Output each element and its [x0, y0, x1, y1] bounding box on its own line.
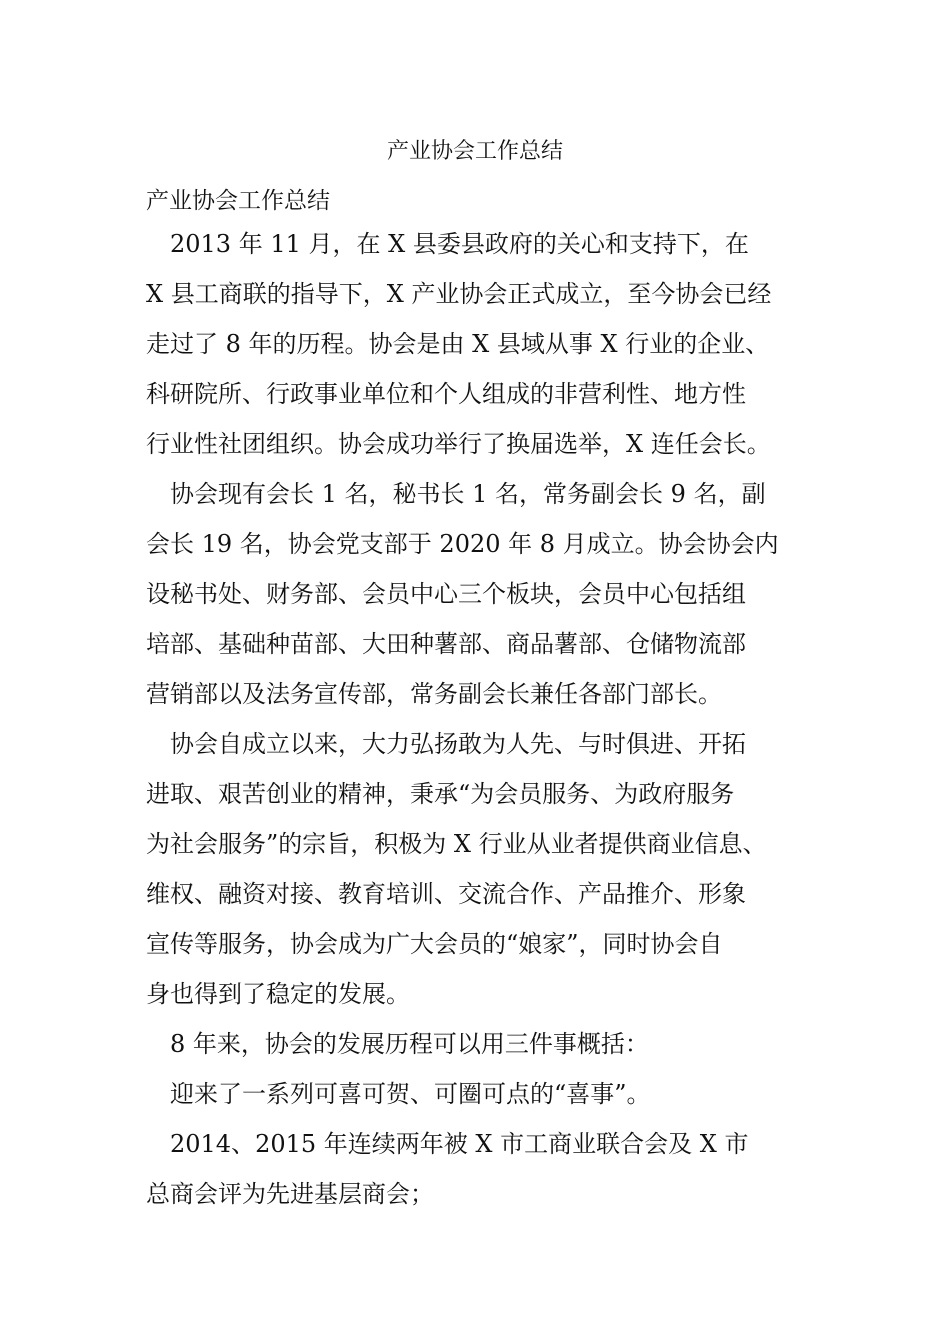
body-line: 身也得到了稳定的发展。 [146, 980, 410, 1008]
body-line: 会长 19 名，协会党支部于 2020 年 8 月成立。协会协会内 [146, 530, 779, 558]
body-line: 产业协会工作总结 [146, 188, 330, 214]
body-line: 培部、基础种苗部、大田种薯部、商品薯部、仓储物流部 [146, 630, 746, 658]
body-line: 营销部以及法务宣传部，常务副会长兼任各部门部长。 [146, 680, 722, 708]
body-line: 为社会服务”的宗旨，积极为 X 行业从业者提供商业信息、 [146, 830, 767, 858]
body-line: 维权、融资对接、教育培训、交流合作、产品推介、形象 [146, 880, 746, 908]
body-line: 8 年来，协会的发展历程可以用三件事概括： [146, 1030, 649, 1058]
body-line: 走过了 8 年的历程。协会是由 X 县域从事 X 行业的企业、 [146, 330, 770, 358]
body-line: 行业性社团组织。协会成功举行了换届选举，X 连任会长。 [146, 430, 771, 458]
body-line: 迎来了一系列可喜可贺、可圈可点的“喜事”。 [146, 1080, 651, 1108]
body-line: 总商会评为先进基层商会； [146, 1180, 434, 1208]
body-line: 协会现有会长 1 名，秘书长 1 名，常务副会长 9 名，副 [146, 480, 766, 508]
body-line: 2013 年 11 月，在 X 县委县政府的关心和支持下，在 [146, 230, 749, 258]
body-line: 协会自成立以来，大力弘扬敢为人先、与时俱进、开拓 [146, 730, 746, 758]
document-body [146, 183, 826, 1219]
body-line: X 县工商联的指导下，X 产业协会正式成立，至今协会已经 [146, 280, 772, 308]
body-line: 科研院所、行政事业单位和个人组成的非营利性、地方性 [146, 380, 746, 408]
body-line: 2014、2015 年连续两年被 X 市工商业联合会及 X 市 [146, 1130, 749, 1158]
body-line: 进取、艰苦创业的精神，秉承“为会员服务、为政府服务 [146, 780, 735, 808]
body-line: 设秘书处、财务部、会员中心三个板块，会员中心包括组 [146, 580, 746, 608]
body-line: 宣传等服务，协会成为广大会员的“娘家”，同时协会自 [146, 930, 723, 958]
document-title: 产业协会工作总结 [386, 139, 563, 164]
